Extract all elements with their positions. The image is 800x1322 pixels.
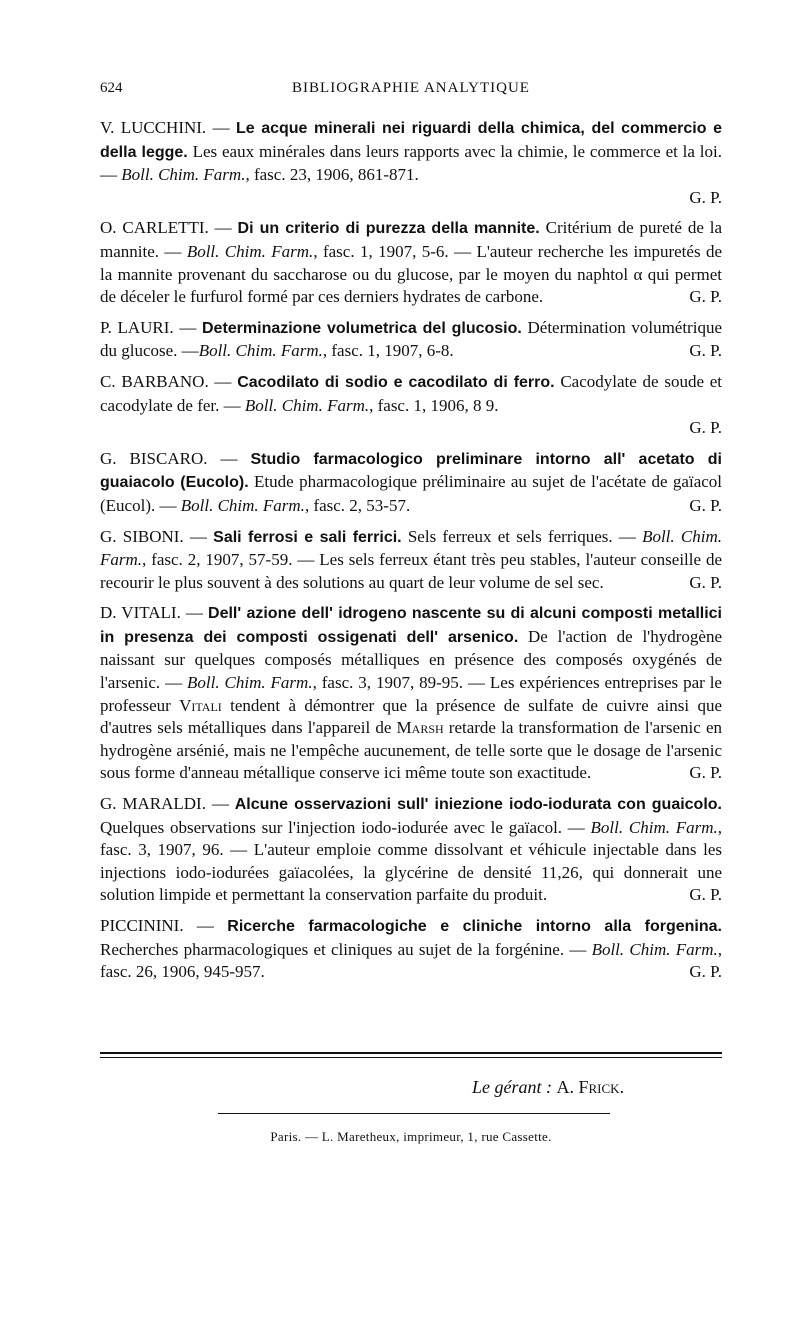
entry-author: P. LAURI. —: [100, 317, 202, 337]
entry-signature: G. P.: [689, 287, 722, 307]
entry-reference: , fasc. 26, 1906, 945-957.: [100, 939, 722, 982]
entry-reference: , fasc. 2, 53-57.: [304, 495, 411, 515]
entry-reference: , fasc. 1, 1906, 8 9.: [369, 395, 499, 415]
person-name-vitali: Vitali: [179, 695, 222, 715]
entry-maraldi: [100, 793, 722, 907]
entry-reference: , fasc. 3, 1907, 96. — L'auteur emploie comme dissolvant et véhicule injectable dans les injections iodo-iodurées gaïacolées, la glycérine de densité 11,26, qui donnerait une solution limpide et permettant la conservation parfaite du produit.: [100, 817, 722, 905]
person-name-marsh: Marsh: [396, 718, 444, 738]
entry-signature: G. P.: [689, 885, 722, 905]
entry-title: Le acque minerali nei riguardi della chimica, del commercio e della legge.: [100, 120, 722, 161]
entry-summary: Détermination volumétrique du glucose. —: [100, 317, 722, 361]
entry-biscaro: [100, 448, 722, 518]
manager-label: Le gérant :: [472, 1077, 552, 1097]
entry-piccinini: [100, 915, 722, 984]
entry-author: V. LUCCHINI. —: [100, 118, 236, 137]
entry-title: Sali ferrosi e sali ferrici.: [213, 528, 402, 546]
entry-source: Boll. Chim. Farm.: [244, 395, 370, 415]
entry-summary: Cacodylate de soude et cacodylate de fer. —: [100, 371, 722, 415]
entry-source: Boll. Chim. Farm.: [121, 165, 246, 185]
entry-lucchini: [100, 117, 722, 209]
entry-summary-continued: tendent à démontrer que la présence de sulfate de cuivre ainsi que d'autres sels métalliques dans l'appareil de: [100, 695, 722, 738]
entry-source: Boll. Chim. Farm.: [591, 939, 718, 959]
entry-barbano: [100, 371, 722, 440]
entry-summary: Quelques observations sur l'injection iodo-iodurée avec le gaïacol. —: [100, 817, 591, 837]
running-head: [100, 80, 722, 100]
entry-source: Boll. Chim. Farm.: [186, 241, 314, 261]
entry-signature: G. P.: [689, 495, 722, 515]
entry-title: Cacodilato di sodio e cacodilato di ferro.: [237, 373, 555, 391]
entry-signature: G. P.: [689, 341, 722, 361]
entry-summary: De l'action de l'hydrogène naissant sur quelques composés métalliques en présence des composés oxygénés de l'arsenic. —: [100, 626, 723, 693]
entry-signature: G. P.: [689, 187, 722, 207]
entry-title: Di un criterio di purezza della mannite.: [237, 220, 540, 238]
entry-carletti: [100, 217, 722, 308]
entry-reference: , fasc. 23, 1906, 861-871.: [245, 165, 419, 185]
entry-author: G. BISCARO. —: [100, 448, 251, 468]
entry-summary-end: retarde la transformation de l'arsenic en hydrogène arsénié, mais ne l'empêche aucunement, de telle sorte que le dosage de l'arsenic sous forme d'anneau métallique conserve ici même toute son exactitude.: [100, 718, 722, 783]
entry-title: Studio farmacologico preliminare intorno all' acetato di guaiacolo (Eucolo).: [100, 450, 722, 492]
entry-reference: , fasc. 1, 1907, 6-8.: [322, 341, 454, 361]
entry-author: D. VITALI. —: [100, 603, 209, 623]
footer-rule-thin: [100, 1057, 722, 1058]
entry-signature: G. P.: [689, 572, 722, 592]
entry-author: C. BARBANO. —: [100, 371, 238, 391]
entry-reference: , fasc. 1, 1907, 5-6. — L'auteur recherche les impuretés de la mannite provenant du saccharose ou du glucose, par le moyen du naphtol α qui permet de déceler le furfurol formé par ces derniers hydrates de carbone.: [100, 241, 723, 307]
running-title: BIBLIOGRAPHIE ANALYTIQUE: [292, 80, 530, 96]
entry-source: Boll. Chim. Farm.: [180, 495, 305, 515]
printer-imprint: Paris. — L. Maretheux, imprimeur, 1, rue Cassette.: [270, 1129, 552, 1144]
entry-summary: Critérium de pureté de la mannite. —: [100, 218, 722, 261]
entry-reference: , fasc. 3, 1907, 89-95. — Les expériences entreprises par le professeur: [100, 673, 722, 715]
entry-title: Alcune osservazioni sull' iniezione iodo-iodurata con guaicolo.: [234, 796, 722, 814]
entry-title: Determinazione volumetrica del glucosio.: [201, 319, 522, 337]
entry-summary: Sels ferreux et sels ferriques. —: [401, 526, 643, 546]
manager-name: A. Frick.: [556, 1077, 625, 1097]
entry-summary: Les eaux minérales dans leurs rapports avec la chimie, le commerce et la loi. —: [100, 141, 723, 185]
entry-title: Dell' azione dell' idrogeno nascente su di alcuni composti metallici in presenza dei composti ossigenati dell' arsenico.: [100, 605, 722, 646]
entry-author: O. CARLETTI. —: [100, 218, 238, 238]
entry-title: Ricerche farmacologiche e cliniche intorno alla forgenina.: [227, 918, 722, 935]
imprint-rule: [218, 1113, 610, 1114]
page-number: 624: [100, 80, 123, 96]
entry-siboni: [100, 526, 722, 595]
entry-author: PICCININI. —: [100, 916, 228, 935]
entry-source: Boll. Chim. Farm.: [187, 673, 313, 693]
manager-signature: [472, 1077, 624, 1098]
entry-signature: G. P.: [689, 418, 722, 438]
entry-summary: Recherches pharmacologiques et cliniques au sujet de la forgénine. —: [100, 939, 592, 959]
entry-signature: G. P.: [689, 763, 722, 783]
entry-source: Boll. Chim. Farm.: [198, 341, 323, 361]
entry-author: G. MARALDI. —: [100, 794, 235, 814]
entry-source: Boll. Chim. Farm.: [100, 526, 722, 570]
entry-author: G. SIBONI. —: [100, 526, 214, 546]
entry-summary: Etude pharmacologique préliminaire au sujet de l'acétate de gaïacol (Eucol). —: [100, 472, 723, 515]
footer-rule-thick: [100, 1052, 722, 1054]
bibliography-entries: [100, 117, 722, 992]
entry-vitali: [100, 602, 722, 785]
document-page: [100, 0, 722, 1322]
entry-signature: G. P.: [689, 962, 722, 982]
entry-source: Boll. Chim. Farm.: [590, 817, 718, 837]
entry-lauri: [100, 317, 722, 363]
entry-reference: , fasc. 2, 1907, 57-59. — Les sels ferreux étant très peu stables, l'auteur conseille de recourir le plus souvent à des solutions au quart de leur volume de sel sec.: [100, 550, 722, 592]
